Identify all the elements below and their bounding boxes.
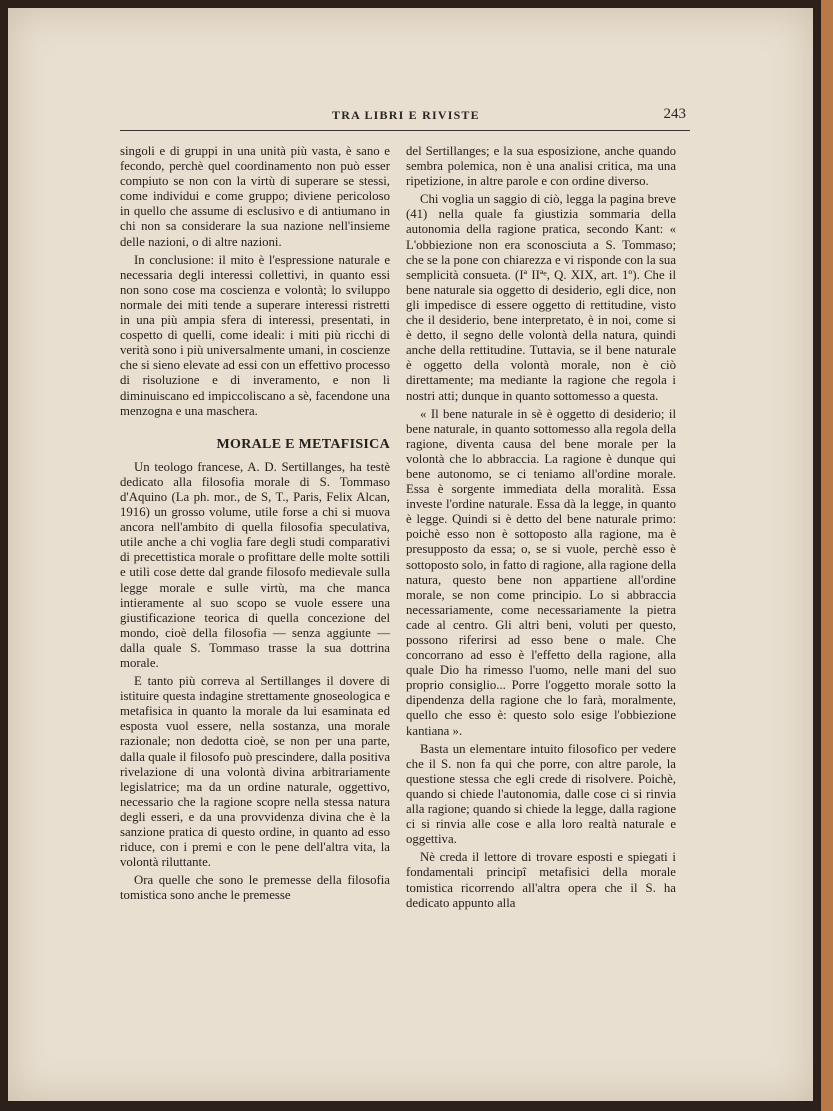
paragraph: del Sertillanges; e la sua esposizione, anche quando sembra polemica, non è una analisi critica, ma una ripetizione, in altre parole e con ordine diverso. xyxy=(406,144,676,189)
left-column xyxy=(120,144,390,904)
paragraph: singoli e di gruppi in una unità più vasta, è sano e fecondo, perchè quel coordinamento non può esser compiuto se non con la virtù di superare se stessi, come individui e come gruppo; diviene pericoloso in quello che assume di esclusivo e di antiumano in chi non sa considerare la sua nazione nell'insieme delle nazioni, o di altre nazioni. xyxy=(120,144,390,249)
book-page xyxy=(8,8,813,1101)
paragraph: In conclusione: il mito è l'espressione naturale e necessaria degli interessi collettivi, in quanto essi non sono cose ma coscienza e volontà; lo sviluppo normale dei miti tende a superare interessi ristretti in una più ampia sfera di interessi, presentati, in cospetto di quelli, come ideali: i miti più ricchi di verità sono i più universalmente umani, in coscienze che si sieno elevate ad essi con un effettivo processo di risoluzione e di inveramento, e non li diminuiscano ed impiccoliscano a sè, facendone una menzogna e una maschera. xyxy=(120,252,390,418)
paragraph: « Il bene naturale in sè è oggetto di desiderio; il bene naturale, in quanto sottomesso alla regola della ragione, diventa causa del bene morale per la volontà che lo abbraccia. La ragione è dunque qui bene autonomo, se ci teniamo all'ordine morale. Essa è sorgente immediata della moralità. Essa investe l'ordine naturale. Essa dà la legge, in quanto è legge. Quindi si è detto del bene naturale primo: poichè esso non è sottoposto alla ragione, ma è presupposto da essa; o, se si vuole, perchè esso è sottoposto solo, in fatto di ragione, alla ragione della natura, questo bene non appartiene all'ordine morale, se non come principio. Lo si abbraccia necessariamente, come necessariamente la pietra cade al centro. Gli altri beni, voluti per questo, possono riferirsi ad esso bene o male. Che concorrano ad esso è l'effetto della ragione, alla quale Dio ha rimesso l'uomo, nelle mani del suo proprio consiglio... Porre l'oggetto morale sotto la dipendenza della ragione che lo farà, moralmente, quello che esso è: questo solo esige l'obbiezione kantiana ». xyxy=(406,406,676,738)
paragraph: Un teologo francese, A. D. Sertillanges, ha testè dedicato alla filosofia morale di S. Tommaso d'Aquino (La ph. mor., de S, T., Paris, Felix Alcan, 1916) un grosso volume, utile forse a chi si muova ancora nell'ambito di quella filosofia speculativa, utile anche a chi voglia fare degli studi comparativi di precettistica morale o profittare delle molte sottili e utili cose dette dal grande filosofo medievale sulla legge morale e sulle virtù, ma che manca intieramente al suo scopo se vuole essere una giustificazione teorica di quella concezione del mondo, cioè della filosofia — senza aggiunte — dalla quale S. Tommaso trasse la sua dottrina morale. xyxy=(120,459,390,670)
right-column xyxy=(406,144,676,911)
paragraph: Ora quelle che sono le premesse della filosofia tomistica sono anche le premesse xyxy=(120,873,390,903)
running-title: TRA LIBRI E RIVISTE xyxy=(332,108,480,122)
paragraph: Chi voglia un saggio di ciò, legga la pagina breve (41) nella quale fa giustizia sommaria della autonomia della ragione pratica, secondo Kant: « L'obbiezione non era sconosciuta a S. Tommaso; che se la pone con chiarezza e vi risponde con la sua semplicità consueta. (Iª IIªᵉ, Q. XIX, art. 1º). Che il bene naturale sia oggetto di desiderio, egli dice, non gli impedisce di essere oggetto di rettitudine, visto che il desiderio, bene interpretato, è in noi, come si è detto, il segno delle volontà della natura, quindi anche della rettitudine. Tuttavia, se il bene naturale è oggetto della volontà morale, non è ciò direttamente; ma mediante la ragione che regola i nostri atti; dunque in quanto sottomesso a questa. xyxy=(406,192,676,403)
paragraph: Nè creda il lettore di trovare esposti e spiegati i fondamentali principî metafisici della morale tomistica ricorrendo all'altra opera che il S. ha dedicato appunto alla xyxy=(406,850,676,910)
paragraph: E tanto più correva al Sertillanges il dovere di istituire questa indagine strettamente gnoseologica e metafisica in quanto la morale da lui esaminata ed esposta vuol essere, nella sostanza, una morale razionale; non dedotta cioè, se non per una parte, dalla quale il filosofo può prescindere, dalla positiva rivelazione di una volontà divina arbitrariamente legislatrice; ma da un ordine naturale, oggettivo, necessario che la ragione scopre nella stessa natura degli esseri, e da una provvidenza divina che è la sanzione pratica di questo ordine, in quanto ad esso riduce, con i premi e con le pene dell'altra vita, la volontà riluttante. xyxy=(120,674,390,870)
page-edge xyxy=(821,0,833,1111)
page-number: 243 xyxy=(663,106,686,122)
paragraph: Basta un elementare intuito filosofico per vedere che il S. non fa qui che porre, con altre parole, la questione stessa che egli crede di risolvere. Poichè, quando si chiede l'autonomia, dalle cose ci si rinvia alla ragione; quando si chiede la legge, dalla ragione ci si rinvia alle cose e alla loro realtà naturale e oggettiva. xyxy=(406,741,676,847)
page-header xyxy=(120,106,690,131)
section-heading: MORALE E METAFISICA xyxy=(216,436,390,452)
